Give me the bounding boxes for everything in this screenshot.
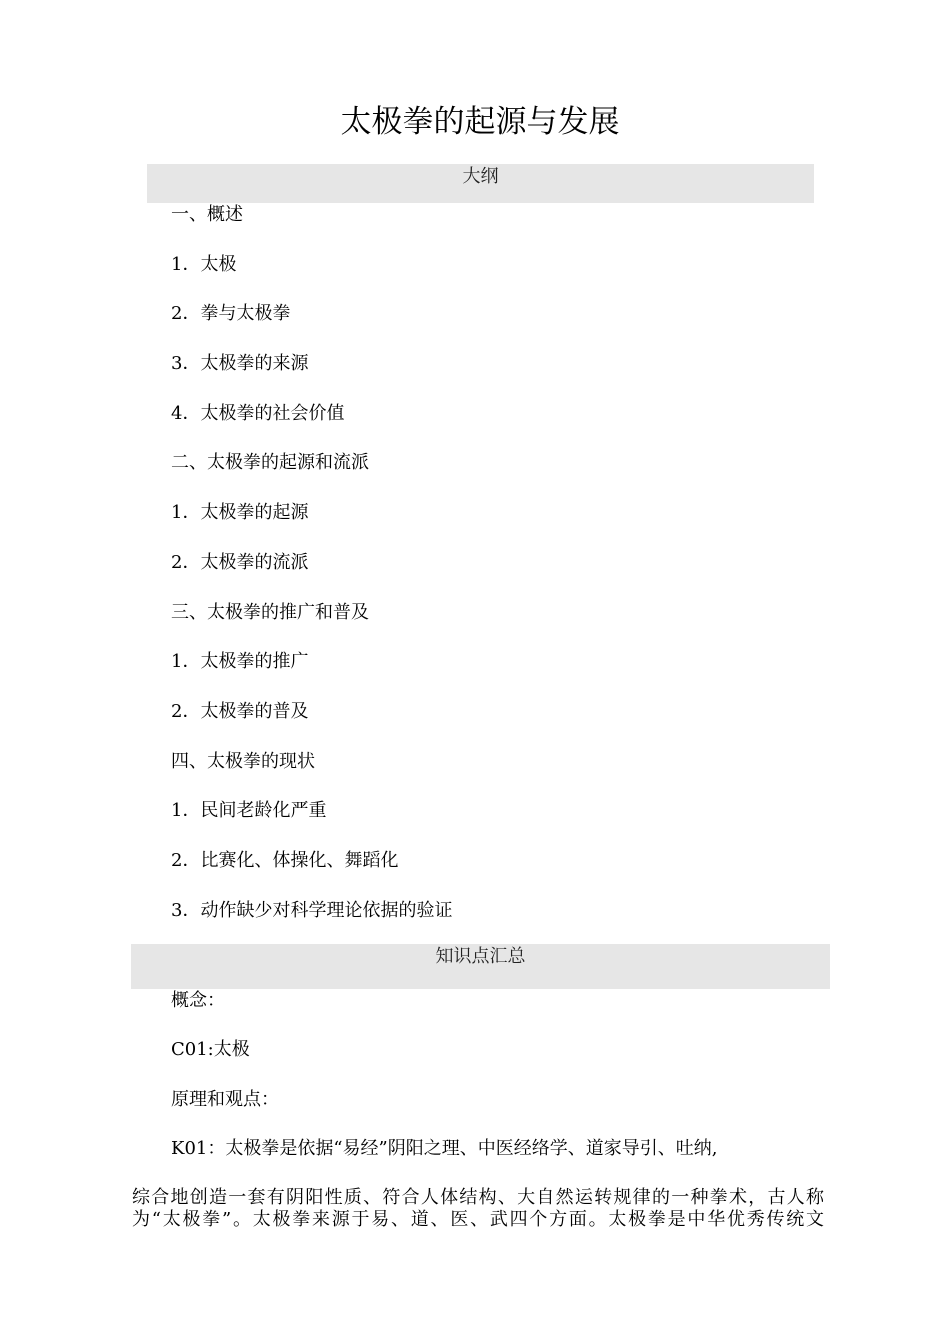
knowledge-heading: 知识点汇总	[435, 946, 526, 967]
concept-label: 概念：	[171, 990, 225, 1011]
body-paragraph	[132, 1187, 824, 1231]
outline-item: 2．拳与太极拳	[171, 303, 291, 325]
outline-item: 四、太极拳的现状	[171, 750, 315, 772]
document-title: 太极拳的起源与发展	[340, 104, 620, 140]
outline-item: 1．太极	[171, 253, 237, 275]
principle-label: 原理和观点：	[171, 1089, 279, 1110]
outline-section-header	[147, 164, 814, 203]
knowledge-section-header	[131, 944, 830, 989]
outline-item: 1．民间老龄化严重	[171, 800, 327, 822]
outline-item: 4．太极拳的社会价值	[171, 402, 345, 424]
outline-list	[171, 202, 452, 947]
outline-item: 三、太极拳的推广和普及	[171, 601, 369, 623]
outline-item: 二、太极拳的起源和流派	[171, 452, 369, 474]
outline-item: 2．太极拳的普及	[171, 700, 309, 722]
principle-k01: K01：太极拳是依据“易经”阴阳之理、中医经络学、道家导引、吐纳,	[171, 1138, 718, 1159]
outline-heading: 大纲	[462, 166, 499, 187]
outline-item: 2．比赛化、体操化、舞蹈化	[171, 849, 399, 871]
outline-item: 3．太极拳的来源	[171, 353, 309, 375]
outline-item: 1．太极拳的推广	[171, 651, 309, 673]
outline-item: 一、概述	[171, 204, 243, 225]
outline-item: 3．动作缺少对科学理论依据的验证	[171, 899, 453, 921]
paragraph-line: 综合地创造一套有阴阳性质、符合人体结构、大自然运转规律的一种拳术，古人称	[132, 1187, 824, 1208]
paragraph-line: 为“太极拳”。太极拳来源于易、道、医、武四个方面。太极拳是中华优秀传统文	[132, 1209, 824, 1230]
concept-c01: C01:太极	[171, 1039, 250, 1060]
outline-item: 1．太极拳的起源	[171, 502, 309, 524]
outline-item: 2．太极拳的流派	[171, 551, 309, 573]
